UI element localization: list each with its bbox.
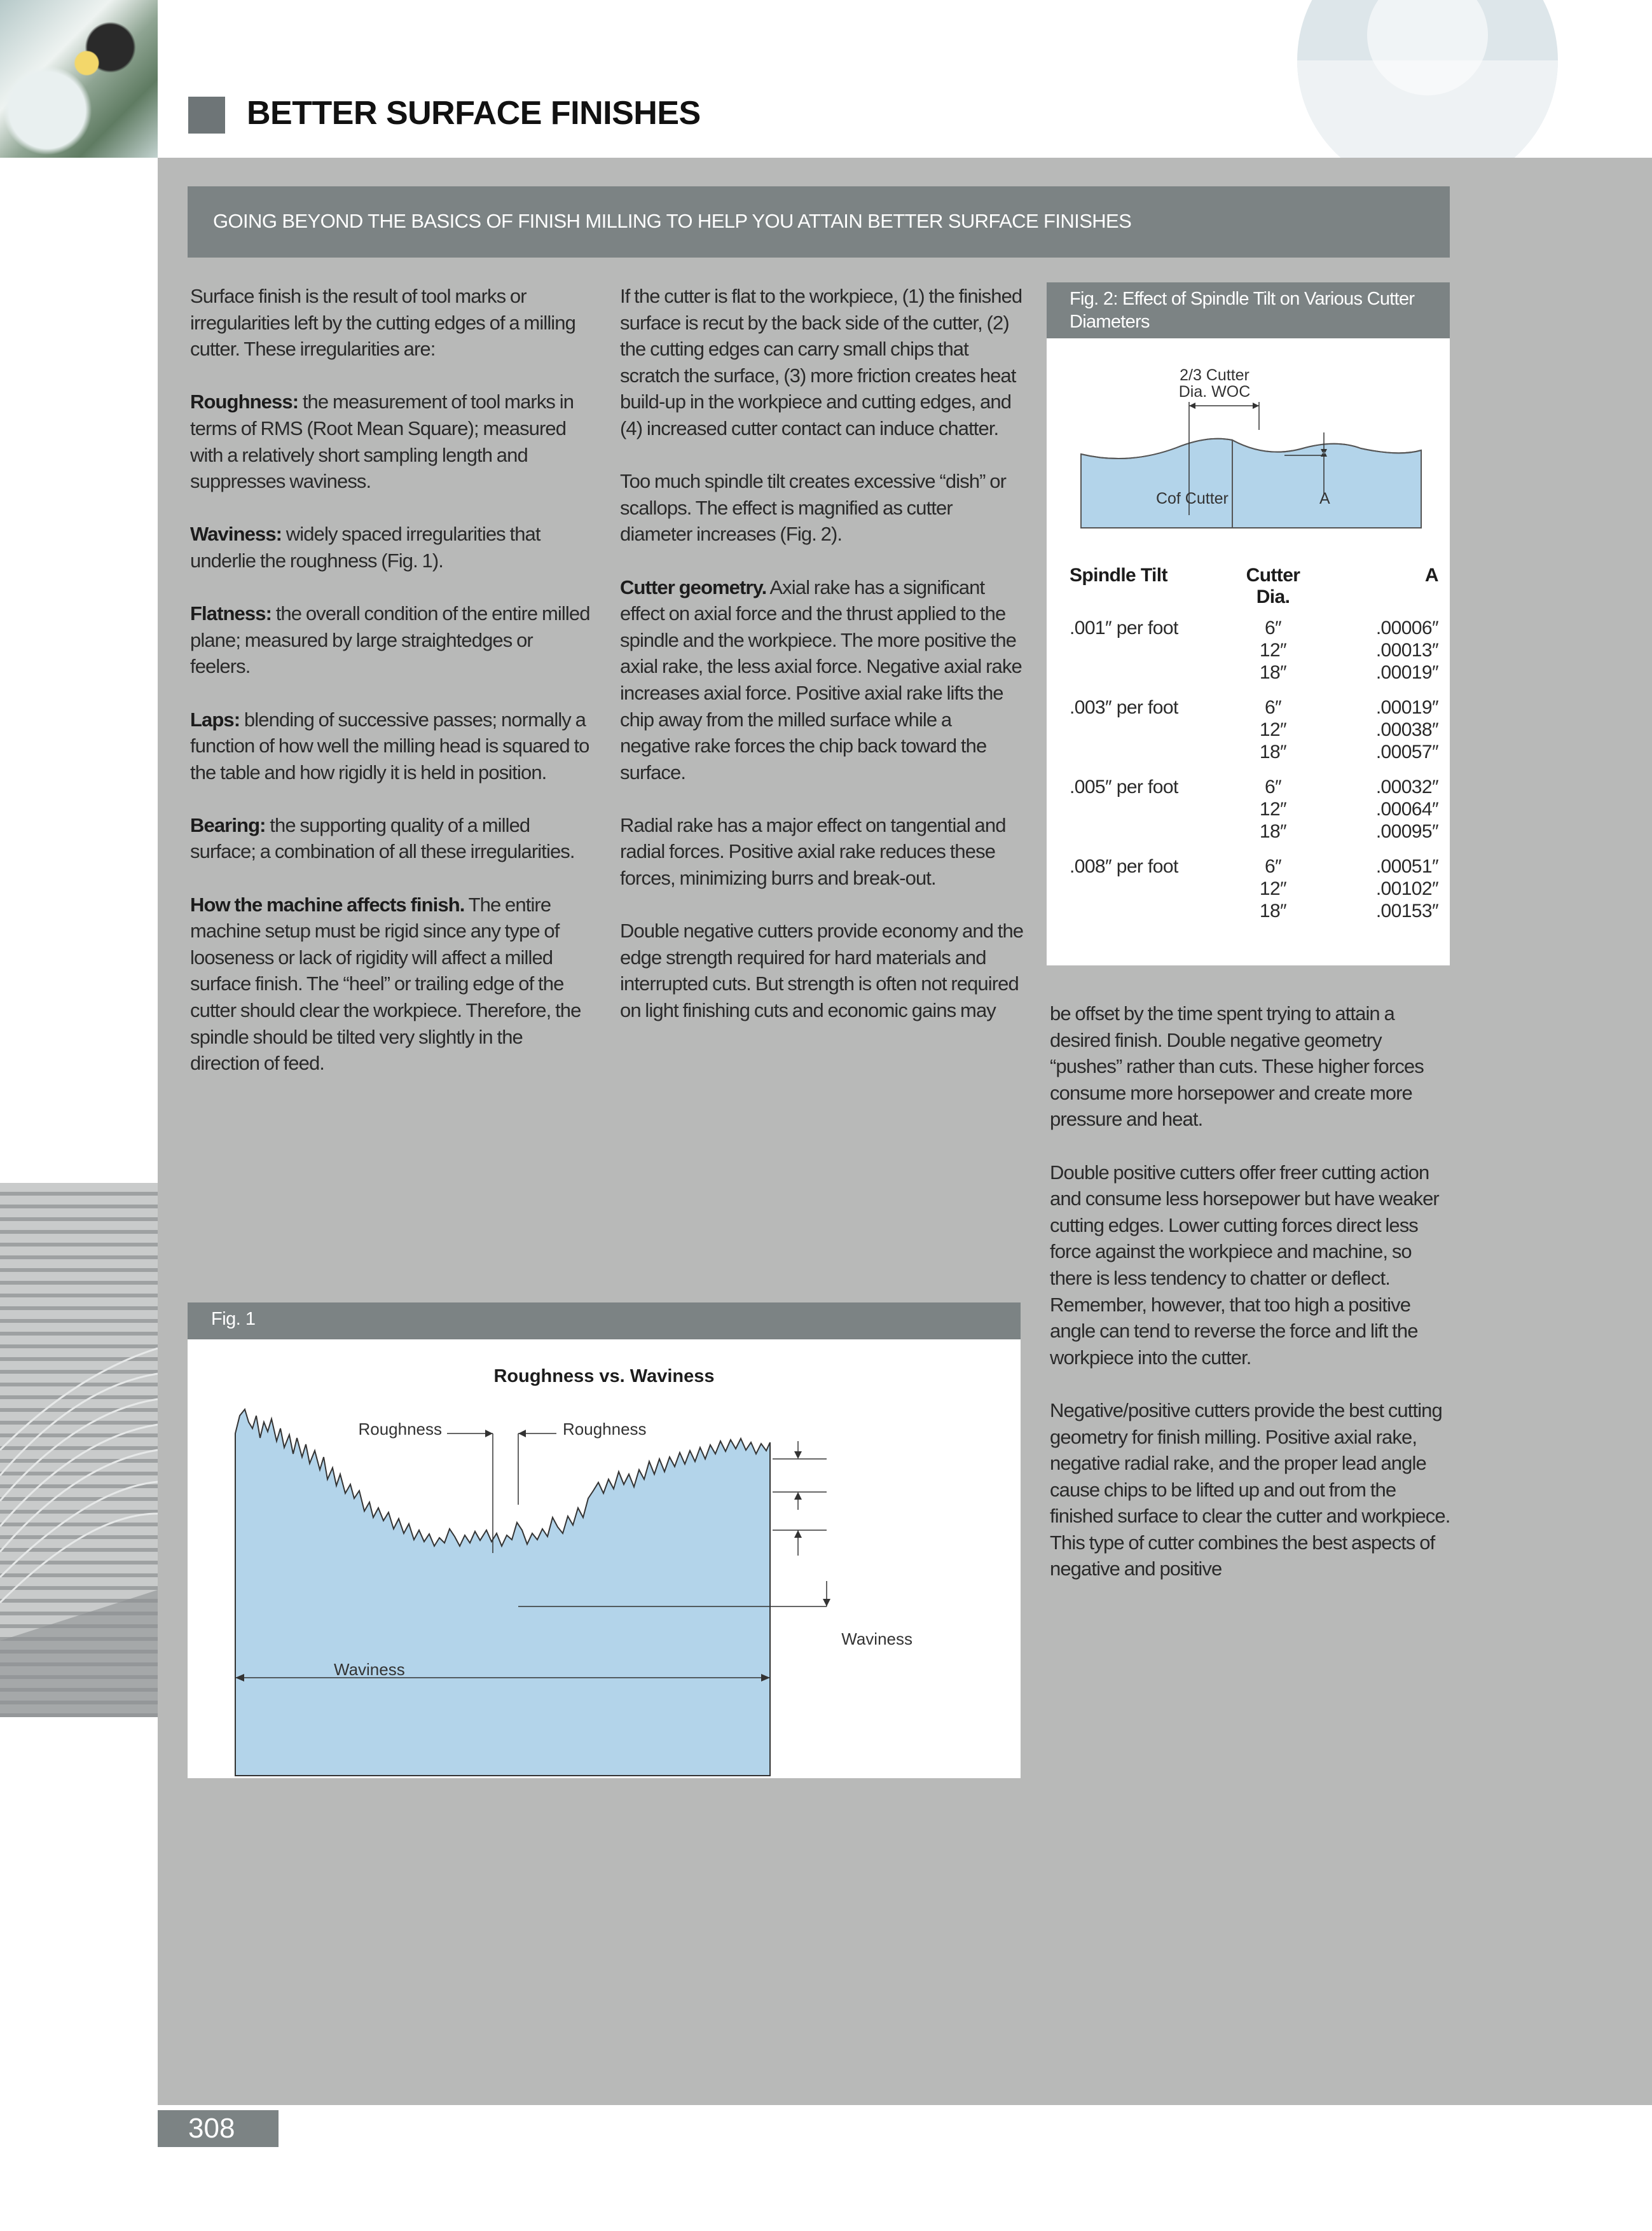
surface-profile (235, 1409, 770, 1776)
term-label: Roughness: (190, 390, 299, 413)
term-label: Bearing: (190, 813, 266, 836)
tilt-cell: .003″ per foot (1070, 697, 1178, 718)
table-row (1070, 776, 1438, 855)
term-paragraph-bearing (190, 812, 591, 865)
term-label: How the machine affects finish. (190, 893, 465, 916)
section-banner-text: GOING BEYOND THE BASICS OF FINISH MILLING TO HELP YOU ATTAIN BETTER SURFACE FINISHES (213, 210, 1132, 232)
column-header: A (1424, 565, 1438, 586)
tilt-cell: .001″ per foot (1070, 618, 1178, 639)
paragraph: Radial rake has a major effect on tangential and radial forces. Positive axial rake reduces these forces, minimizing burrs and break-out. (620, 813, 1006, 890)
term-paragraph-flatness (190, 600, 591, 680)
diameter-cell: 6″ 12″ 18″ (1259, 777, 1287, 842)
tilt-cell: .008″ per foot (1070, 856, 1178, 877)
term-text: the overall condition of the entire milled plane; measured by large straightedges or feelers. (190, 602, 590, 678)
term-paragraph-laps (190, 707, 591, 786)
paragraph: Double negative cutters provide economy and the edge strength required for hard materials and interrupted cuts. But strength is often not required on light finishing cuts and economic gains may (620, 920, 1024, 1022)
term-label: Laps: (190, 708, 240, 731)
figure-2-caption: Fig. 2: Effect of Spindle Tilt on Various Cutter Diameters (1070, 289, 1415, 332)
term-paragraph-roughness (190, 389, 591, 494)
a-value-cell: .00019″ .00038″ .00057″ (1375, 697, 1438, 763)
paragraph: Double positive cutters offer freer cutting action and consume less horsepower but have weaker cutting edges. Lower cutting forces direct less force against the workpiece and machine, so there is less tendency to chatter or deflect. Remember, however, that too high a positive angle can tend to reverse the force and lift the workpiece into the cutter. (1050, 1161, 1439, 1369)
term-text: The entire machine setup must be rigid since any type of looseness or lack of rigidity will affect a milled surface finish. The “heel” or trailing edge of the cutter should clear the workpiece. Therefore, the spindle should be tilted very slightly in the direction of feed. (190, 893, 581, 1075)
page-title: BETTER SURFACE FINISHES (247, 95, 701, 132)
term-label: Waviness: (190, 523, 282, 546)
figure-1-caption: Fig. 1 (211, 1309, 256, 1329)
term-text: Axial rake has a significant effect on axial force and the thrust applied to the spindle and the workpiece. The more positive the axial rake, the less axial force. Negative axial rake increases axial force. Positive axial rake lifts the chip away from the milled surface while a negative rake forces the chip back toward the surface. (620, 576, 1022, 784)
figure-1-header (188, 1302, 1021, 1339)
paragraph: If the cutter is flat to the workpiece, (1) the finished surface is recut by the back side of the cutter, (2) the cutting edges can carry small chips that scratch the surface, (3) more friction creates heat build-up in the workpiece and cutting edges, and (4) increased cutter contact can induce chatter. (620, 285, 1022, 439)
text-column-2 (620, 283, 1024, 1050)
tilt-cell: .005″ per foot (1070, 777, 1178, 798)
text-column-1 (190, 283, 591, 1103)
table-row (1070, 617, 1438, 696)
spindle-tilt-diagram (1075, 356, 1431, 534)
paragraph: Negative/positive cutters provide the best cutting geometry for finish milling. Positive axial rake, negative radial rake, and the proper lead angle cause chips to be lifted up and out from the finished surface to clear the cutter and workpiece. This type of cutter combines the best aspects of negative and positive (1050, 1399, 1450, 1580)
table-row (1070, 855, 1438, 922)
term-text: the supporting quality of a milled surface; a combination of all these irregularities. (190, 813, 575, 863)
centerline-label: of Cutter (1167, 490, 1229, 508)
roughness-waviness-diagram (188, 1339, 1021, 1778)
a-value-cell: .00006″ .00013″ .00019″ (1375, 618, 1438, 683)
intro-paragraph: Surface finish is the result of tool marks or irregularities left by the cutting edges of a milling cutter. These irregularities are: (190, 285, 575, 361)
cutter-geometry-paragraph (620, 574, 1024, 786)
centerline-symbol: C (1156, 490, 1168, 508)
term-paragraph-waviness (190, 521, 591, 574)
table-header-row (1070, 565, 1438, 617)
spindle-tilt-table (1070, 565, 1438, 922)
column-header: Cutter Dia. (1246, 565, 1300, 607)
workpiece-shape (1081, 439, 1232, 528)
woc-label-line1: 2/3 Cutter (1180, 366, 1249, 384)
term-label: Flatness: (190, 602, 272, 625)
a-value-cell: .00051″ .00102″ .00153″ (1375, 856, 1438, 922)
figure-1-title: Roughness vs. Waviness (493, 1366, 715, 1386)
decorative-side-strip (0, 1183, 158, 1717)
header-photo (0, 0, 158, 158)
paragraph: be offset by the time spent trying to attain a desired finish. Double negative geometry “pushes” rather than cuts. These higher forces consume more horsepower and create more pressure and heat. (1050, 1002, 1424, 1131)
term-paragraph-machine (190, 892, 591, 1077)
paragraph: Too much spindle tilt creates excessive “dish” or scallops. The effect is magnified as cutter diameter increases (Fig. 2). (620, 470, 1007, 546)
page-number: 308 (188, 2113, 235, 2144)
woc-label-line2: Dia. WOC (1178, 383, 1251, 401)
column-header: Spindle Tilt (1070, 565, 1167, 586)
term-text: the measurement of tool marks in terms of RMS (Root Mean Square); measured with a relatively short sampling length and suppresses waviness. (190, 390, 574, 493)
a-value-cell: .00032″ .00064″ .00095″ (1375, 777, 1438, 842)
term-label: Cutter geometry. (620, 576, 767, 598)
diameter-cell: 6″ 12″ 18″ (1259, 856, 1287, 922)
diameter-cell: 6″ 12″ 18″ (1259, 697, 1287, 763)
a-dimension-label: A (1319, 490, 1330, 508)
roughness-right-label: Roughness (563, 1419, 647, 1439)
waviness-right-label: Waviness (841, 1629, 912, 1648)
term-text: widely spaced irregularities that underlie the roughness (Fig. 1). (190, 523, 540, 572)
table-row (1070, 696, 1438, 776)
diameter-cell: 6″ 12″ 18″ (1259, 618, 1287, 683)
waviness-bottom-label: Waviness (334, 1660, 405, 1679)
title-marker (188, 97, 225, 134)
roughness-left-label: Roughness (358, 1419, 442, 1439)
text-column-3 (1050, 1000, 1457, 1609)
term-text: blending of successive passes; normally a function of how well the milling head is squared to the table and how rigidly it is held in position. (190, 708, 589, 784)
